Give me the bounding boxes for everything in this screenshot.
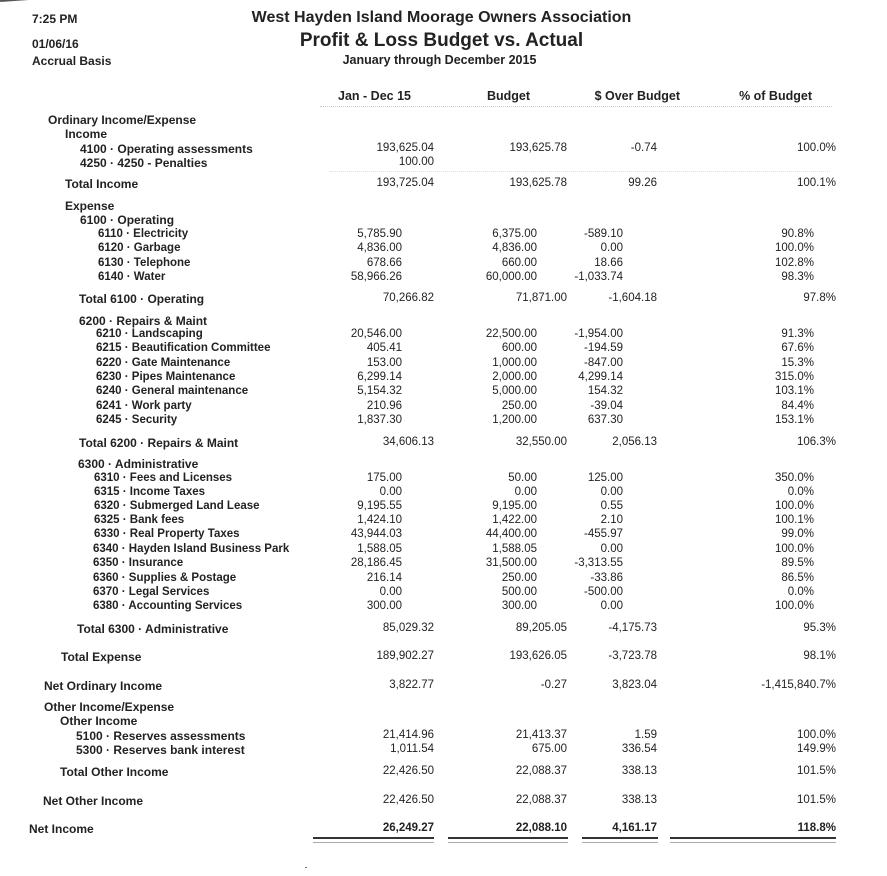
report-row-6300-administrative [0, 457, 887, 471]
row-label: Total Other Income [60, 765, 169, 779]
income-subtotal-divider [330, 171, 830, 172]
cell-actual: 193,725.04 [376, 177, 434, 189]
cell-budget: 5,000.00 [492, 385, 537, 397]
report-date: 01/06/16 [32, 37, 79, 51]
cell-actual: 3,822.77 [389, 679, 434, 691]
cell-actual: 58,966.26 [350, 271, 402, 283]
cell-over-budget: 2,056.13 [612, 436, 657, 448]
cell-actual: 1,588.05 [357, 543, 402, 555]
cell-actual: 1,011.54 [390, 743, 434, 755]
cell-budget: 250.00 [501, 400, 537, 412]
cell-percent-of-budget: 100.1% [796, 177, 836, 189]
cell-over-budget: 125.00 [587, 472, 623, 484]
cell-over-budget: -33.86 [590, 572, 623, 584]
cell-over-budget: 4,299.14 [578, 371, 623, 383]
cell-percent-of-budget: 95.3% [803, 622, 836, 634]
cell-over-budget: -589.10 [583, 228, 623, 240]
row-label: 5100 · Reserves assessments [76, 729, 246, 743]
cell-budget: 31,500.00 [485, 557, 537, 569]
cell-actual: 210.96 [366, 400, 402, 412]
cell-budget: 60,000.00 [485, 271, 537, 283]
cell-over-budget: 0.55 [600, 500, 623, 512]
report-row-total-6300-administrative [0, 622, 887, 636]
cell-budget: -0.27 [540, 679, 567, 691]
row-label: 6230 · Pipes Maintenance [96, 371, 236, 383]
row-label: 6380 · Accounting Services [93, 600, 243, 612]
row-label: 6340 · Hayden Island Business Park [93, 543, 290, 555]
report-row-income [0, 127, 887, 141]
cell-budget: 193,625.78 [509, 177, 567, 189]
row-label: Income [65, 127, 108, 141]
cell-over-budget: -500.00 [583, 586, 623, 598]
cell-percent-of-budget: 100.0% [796, 729, 836, 741]
cell-over-budget: 338.13 [621, 794, 657, 806]
cell-budget: 21,413.37 [515, 729, 567, 741]
row-label: Expense [65, 199, 115, 213]
report-time: 7:25 PM [32, 12, 78, 26]
report-row-total-other-income [0, 765, 887, 779]
cell-actual: 1,837.30 [357, 414, 402, 426]
report-row-5100-reserves-assessments [0, 729, 887, 743]
cell-over-budget: -3,313.55 [574, 557, 623, 569]
row-label: 6300 · Administrative [78, 457, 199, 471]
cell-over-budget: 0.00 [600, 543, 623, 555]
cell-actual: 405.41 [366, 342, 402, 354]
cell-actual: 175.00 [366, 472, 402, 484]
cell-budget: 1,200.00 [492, 414, 537, 426]
cell-percent-of-budget: 153.1% [774, 414, 814, 426]
cell-budget: 71,871.00 [515, 292, 567, 304]
cell-budget: 675.00 [531, 743, 567, 755]
cell-budget: 2,000.00 [492, 371, 537, 383]
report-row-net-other-income [0, 794, 887, 808]
cell-percent-of-budget: 100.0% [774, 242, 814, 254]
row-label: Total 6100 · Operating [79, 292, 205, 306]
cell-budget: 50.00 [508, 472, 537, 484]
cell-over-budget: 637.30 [587, 414, 623, 426]
cell-percent-of-budget: 84.4% [781, 400, 814, 412]
cell-budget: 22,088.10 [515, 822, 567, 834]
cell-budget: 32,550.00 [515, 436, 567, 448]
row-label: 4100 · Operating assessments [80, 142, 253, 156]
cell-over-budget: 0.00 [600, 600, 623, 612]
report-row-6350-insurance [0, 557, 887, 571]
cell-percent-of-budget: 102.8% [774, 257, 814, 269]
cell-percent-of-budget: 100.0% [774, 600, 814, 612]
report-row-6320-submerged-land-lease [0, 500, 887, 514]
cell-budget: 44,400.00 [485, 528, 537, 540]
cell-actual: 189,902.27 [376, 650, 434, 662]
row-label: Total 6300 · Administrative [77, 622, 229, 636]
report-row-6325-bank-fees [0, 514, 887, 528]
row-label: 6320 · Submerged Land Lease [94, 500, 260, 512]
report-row-6310-fees-and-licenses [0, 472, 887, 486]
report-row-total-income [0, 177, 887, 191]
column-header-actual: Jan - Dec 15 [338, 89, 411, 103]
cell-percent-of-budget: 98.1% [803, 650, 836, 662]
report-row-net-ordinary-income [0, 679, 887, 693]
cell-percent-of-budget: 106.3% [796, 436, 836, 448]
report-row-6120-garbage [0, 242, 887, 256]
cell-over-budget: 0.00 [600, 486, 623, 498]
cell-actual: 193,625.04 [376, 142, 434, 154]
cell-actual: 70,266.82 [382, 292, 434, 304]
row-label: 6220 · Gate Maintenance [96, 357, 231, 369]
cell-over-budget: -847.00 [583, 357, 623, 369]
cell-percent-of-budget: 89.5% [781, 557, 814, 569]
row-label: 6240 · General maintenance [96, 385, 249, 397]
cell-actual: 28,186.45 [350, 557, 402, 569]
row-label: 6360 · Supplies & Postage [93, 572, 237, 584]
cell-budget: 193,625.78 [509, 142, 567, 154]
cell-percent-of-budget: 101.5% [796, 765, 836, 777]
cell-actual: 9,195.55 [357, 500, 402, 512]
row-label: Net Income [29, 822, 94, 836]
report-row-total-expense [0, 650, 887, 664]
cell-actual: 153.00 [366, 357, 402, 369]
cell-actual: 22,426.50 [382, 765, 434, 777]
report-row-4100-operating-assessments [0, 142, 887, 156]
row-label: 6200 · Repairs & Maint [79, 314, 208, 328]
cell-over-budget: 18.66 [594, 257, 623, 269]
row-label: Net Other Income [43, 794, 144, 808]
row-label: 6310 · Fees and Licenses [94, 472, 233, 484]
column-header-percent-of-budget: % of Budget [739, 89, 812, 103]
row-label: 6100 · Operating [80, 213, 175, 227]
row-label: 6130 · Telephone [98, 257, 191, 269]
cell-actual: 43,944.03 [350, 528, 402, 540]
cell-over-budget: 0.00 [600, 242, 623, 254]
cell-over-budget: -39.04 [590, 400, 623, 412]
cell-percent-of-budget: 67.6% [781, 342, 814, 354]
cell-budget: 193,626.05 [509, 650, 567, 662]
net-income-underline-percent [670, 837, 836, 843]
report-row-6220-gate-maintenance [0, 357, 887, 371]
report-row-6140-water [0, 271, 887, 285]
cell-over-budget: -194.59 [583, 342, 623, 354]
cell-over-budget: 1.59 [634, 729, 657, 741]
cell-percent-of-budget: 91.3% [781, 328, 814, 340]
cell-actual: 0.00 [379, 486, 402, 498]
cell-actual: 300.00 [366, 600, 402, 612]
row-label: Other Income [60, 714, 138, 728]
cell-actual: 85,029.32 [382, 622, 434, 634]
row-label: 6245 · Security [96, 414, 178, 426]
row-label: Other Income/Expense [44, 700, 175, 714]
report-row-6215-beautification-committee [0, 342, 887, 356]
net-income-underline-over-budget [582, 837, 658, 843]
cell-budget: 9,195.00 [492, 500, 537, 512]
report-row-6315-income-taxes [0, 486, 887, 500]
cell-percent-of-budget: 100.0% [796, 142, 836, 154]
cell-over-budget: 99.26 [628, 177, 657, 189]
cell-actual: 5,154.32 [357, 385, 402, 397]
scan-speck [305, 867, 307, 868]
cell-actual: 22,426.50 [382, 794, 434, 806]
cell-over-budget: 154.32 [587, 385, 623, 397]
row-label: 6210 · Landscaping [96, 328, 203, 340]
row-label: 6350 · Insurance [93, 557, 184, 569]
cell-actual: 4,836.00 [357, 242, 402, 254]
net-income-underline-actual [313, 837, 434, 843]
report-period: January through December 2015 [342, 53, 537, 67]
column-header-over-budget: $ Over Budget [594, 89, 680, 103]
report-row-6210-landscaping [0, 328, 887, 342]
row-label: 6325 · Bank fees [94, 514, 185, 526]
row-label: 6241 · Work party [96, 400, 192, 412]
row-label: Total Expense [61, 650, 142, 664]
cell-budget: 22,088.37 [515, 765, 567, 777]
cell-percent-of-budget: 86.5% [781, 572, 814, 584]
cell-percent-of-budget: 118.8% [797, 822, 836, 834]
row-label: 5300 · Reserves bank interest [76, 743, 245, 757]
report-row-6240-general-maintenance [0, 385, 887, 399]
report-basis: Accrual Basis [32, 54, 112, 68]
cell-percent-of-budget: 97.8% [803, 292, 836, 304]
cell-percent-of-budget: 100.0% [774, 500, 814, 512]
cell-percent-of-budget: 99.0% [781, 528, 814, 540]
row-label: Net Ordinary Income [44, 679, 163, 693]
organization-name: West Hayden Island Moorage Owners Association [251, 9, 632, 26]
cell-actual: 678.66 [366, 257, 402, 269]
cell-percent-of-budget: 0.0% [787, 586, 814, 598]
cell-over-budget: -1,604.18 [608, 292, 657, 304]
report-row-other-income [0, 714, 887, 728]
report-row-total-6100-operating [0, 292, 887, 306]
cell-over-budget: 336.54 [621, 743, 657, 755]
row-label: 4250 · 4250 - Penalties [80, 156, 208, 170]
cell-over-budget: 4,161.17 [612, 822, 657, 834]
cell-actual: 20,546.00 [350, 328, 402, 340]
report-row-6330-real-property-taxes [0, 528, 887, 542]
cell-actual: 0.00 [379, 586, 402, 598]
column-header-budget: Budget [486, 89, 530, 103]
cell-over-budget: 2.10 [600, 514, 623, 526]
cell-budget: 300.00 [501, 600, 537, 612]
report-row-5300-reserves-bank-interest [0, 743, 887, 757]
cell-percent-of-budget: 0.0% [787, 486, 814, 498]
cell-percent-of-budget: 101.5% [796, 794, 836, 806]
cell-actual: 26,249.27 [382, 822, 434, 834]
cell-over-budget: -3,723.78 [608, 650, 657, 662]
row-label: Ordinary Income/Expense [48, 113, 197, 127]
cell-budget: 89,205.05 [515, 622, 567, 634]
cell-actual: 21,414.96 [382, 729, 434, 741]
row-label: Total Income [65, 177, 139, 191]
cell-percent-of-budget: 15.3% [781, 357, 814, 369]
report-row-6110-electricity [0, 228, 887, 242]
cell-percent-of-budget: 100.1% [774, 514, 814, 526]
row-label: 6215 · Beautification Committee [96, 342, 271, 354]
cell-over-budget: -4,175.73 [608, 622, 657, 634]
report-row-6370-legal-services [0, 586, 887, 600]
cell-percent-of-budget: 90.8% [781, 228, 814, 240]
report-row-net-income [0, 822, 887, 836]
report-row-ordinary-income-expense [0, 113, 887, 127]
cell-budget: 1,588.05 [492, 543, 537, 555]
report-row-6200-repairs-maint [0, 314, 887, 328]
cell-budget: 22,088.37 [515, 794, 567, 806]
cell-actual: 34,606.13 [382, 436, 434, 448]
report-row-6245-security [0, 414, 887, 428]
cell-over-budget: 338.13 [621, 765, 657, 777]
cell-budget: 600.00 [501, 342, 537, 354]
cell-budget: 500.00 [501, 586, 537, 598]
cell-budget: 660.00 [501, 257, 537, 269]
report-row-6340-hayden-island-business-park [0, 543, 887, 557]
cell-percent-of-budget: 350.0% [774, 472, 814, 484]
cell-actual: 100.00 [398, 156, 434, 168]
cell-over-budget: -0.74 [630, 142, 657, 154]
cell-budget: 22,500.00 [485, 328, 537, 340]
report-row-expense [0, 199, 887, 213]
row-label: Total 6200 · Repairs & Maint [79, 436, 239, 450]
report-title: Profit & Loss Budget vs. Actual [299, 30, 584, 51]
cell-percent-of-budget: 149.9% [796, 743, 836, 755]
cell-over-budget: -1,954.00 [574, 328, 623, 340]
header-divider [320, 106, 832, 107]
report-row-6130-telephone [0, 257, 887, 271]
scan-artifact [0, 0, 48, 8]
cell-over-budget: -455.97 [583, 528, 623, 540]
cell-over-budget: 3,823.04 [612, 679, 657, 691]
cell-percent-of-budget: 315.0% [774, 371, 814, 383]
row-label: 6370 · Legal Services [93, 586, 210, 598]
row-label: 6110 · Electricity [98, 228, 189, 240]
row-label: 6315 · Income Taxes [94, 486, 206, 498]
cell-actual: 1,424.10 [357, 514, 402, 526]
cell-budget: 1,000.00 [492, 357, 537, 369]
cell-over-budget: -1,033.74 [574, 271, 623, 283]
cell-percent-of-budget: -1,415,840.7% [761, 679, 836, 691]
cell-actual: 216.14 [366, 572, 402, 584]
cell-actual: 5,785.90 [357, 228, 402, 240]
report-row-6360-supplies-postage [0, 572, 887, 586]
cell-budget: 1,422.00 [492, 514, 537, 526]
cell-percent-of-budget: 98.3% [781, 271, 814, 283]
cell-percent-of-budget: 100.0% [774, 543, 814, 555]
cell-actual: 6,299.14 [357, 371, 402, 383]
row-label: 6120 · Garbage [98, 242, 181, 254]
report-row-6241-work-party [0, 400, 887, 414]
cell-percent-of-budget: 103.1% [774, 385, 814, 397]
row-label: 6140 · Water [98, 271, 166, 283]
cell-budget: 4,836.00 [492, 242, 537, 254]
report-row-total-6200-repairs-maint [0, 436, 887, 450]
report-row-6230-pipes-maintenance [0, 371, 887, 385]
row-label: 6330 · Real Property Taxes [94, 528, 240, 540]
cell-budget: 0.00 [514, 486, 537, 498]
report-row-6100-operating [0, 213, 887, 227]
report-row-other-income-expense [0, 700, 887, 714]
cell-budget: 250.00 [501, 572, 537, 584]
report-row-6380-accounting-services [0, 600, 887, 614]
cell-budget: 6,375.00 [492, 228, 537, 240]
report-row-4250-4250-penalties [0, 156, 887, 170]
net-income-underline-budget [448, 837, 568, 843]
